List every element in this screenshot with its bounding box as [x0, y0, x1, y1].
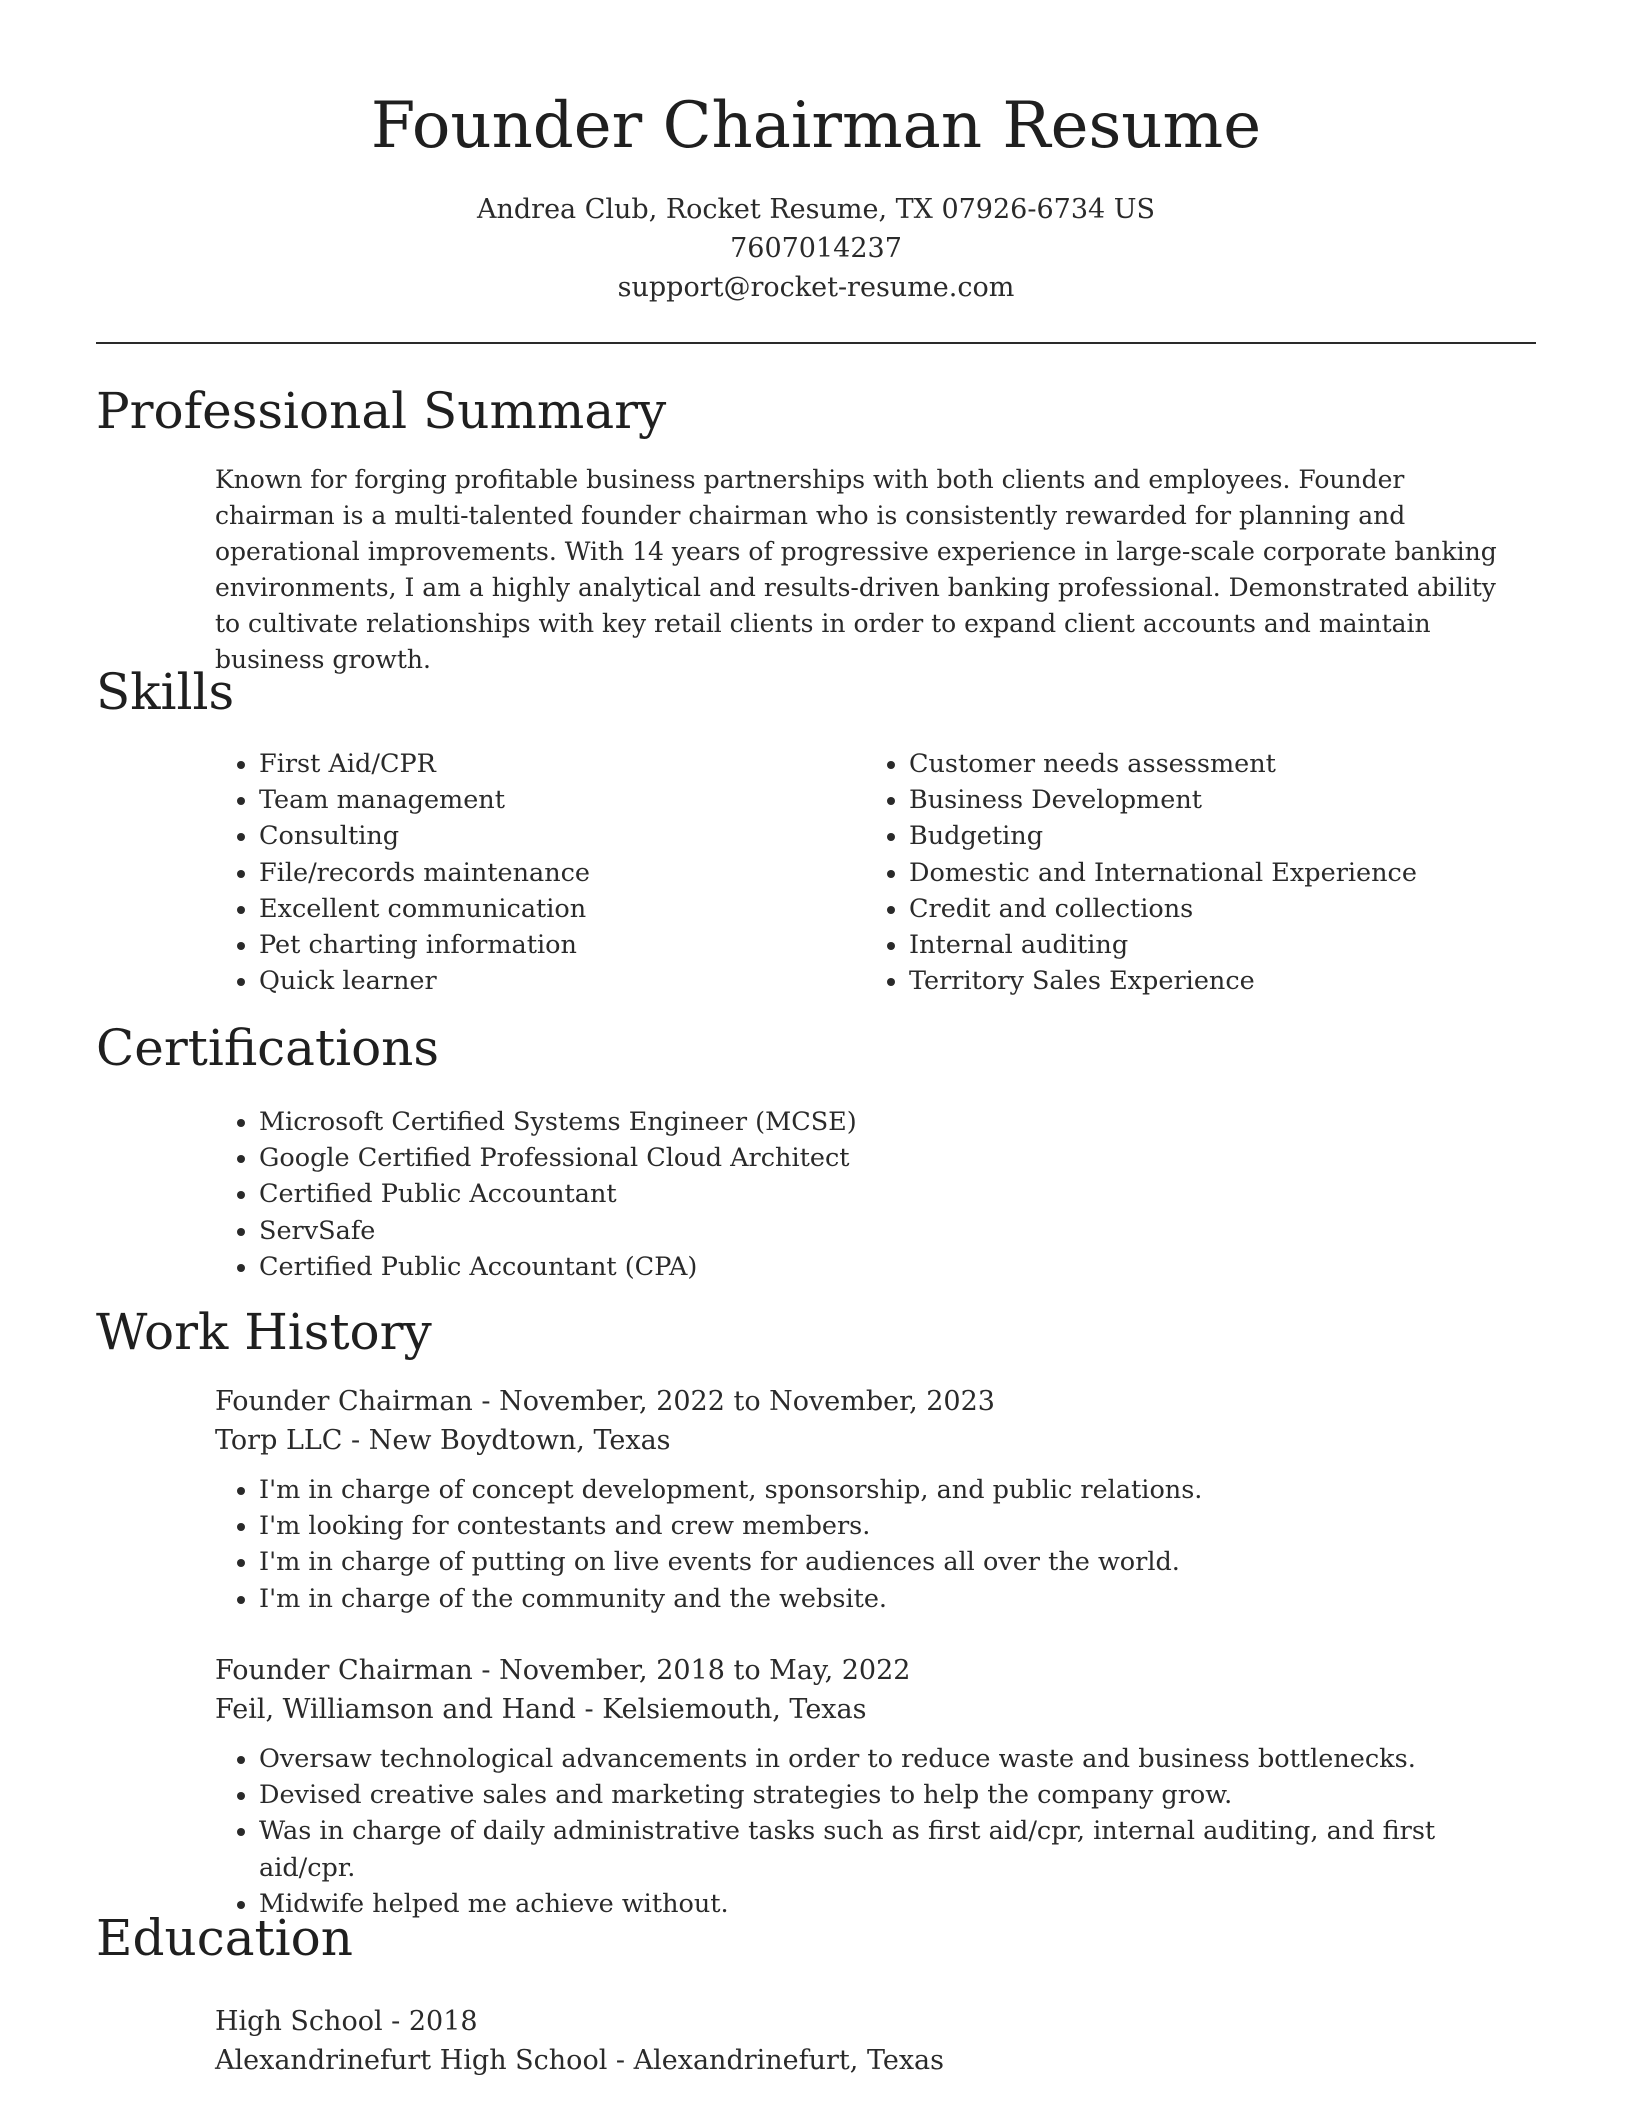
- education-school-location: Alexandrinefurt High School - Alexandrinefurt, Texas: [215, 2045, 945, 2076]
- job-entry: [215, 1382, 1535, 1617]
- skill-item: • Territory Sales Experience: [909, 963, 1515, 999]
- skill-item: • Team management: [259, 782, 835, 818]
- skills-column-left: [215, 746, 835, 999]
- job-duties-list: [215, 1472, 1535, 1617]
- skill-item: • Business Development: [909, 782, 1515, 818]
- work-history-heading: Work History: [96, 1303, 432, 1361]
- job-duty-item: • Devised creative sales and marketing strategies to help the company grow.: [259, 1777, 1535, 1813]
- certification-item: • Certified Public Accountant (CPA): [259, 1249, 1515, 1285]
- job-company-location: Feil, Williamson and Hand - Kelsiemouth, Texas: [215, 1694, 867, 1725]
- skill-item: • Excellent communication: [259, 891, 835, 927]
- contact-address: Andrea Club, Rocket Resume, TX 07926-6734 US: [476, 194, 1156, 225]
- job-duty-item: • I'm looking for contestants and crew members.: [259, 1508, 1535, 1544]
- header-divider: [96, 342, 1536, 344]
- contact-email: support@rocket-resume.com: [617, 272, 1015, 303]
- skill-item: • Consulting: [259, 818, 835, 854]
- job-entry: [215, 1651, 1535, 1922]
- skill-item: • Internal auditing: [909, 927, 1515, 963]
- summary-text: Known for forging profitable business partnerships with both clients and employees. Founder chairman is a multi-talented founder chairman who is consistently rewarded for planning and operational improvements. With 14 years of progressive experience in large-scale corporate banking environments, I am a highly analytical and results-driven banking professional. Demonstrated ability to cultivate relationships with key retail clients in order to expand client accounts and maintain business growth.: [215, 465, 1497, 674]
- skill-item: • Customer needs assessment: [909, 746, 1515, 782]
- job-duty-item: • Was in charge of daily administrative tasks such as first aid/cpr, internal auditing, and first aid/cpr.: [259, 1813, 1535, 1885]
- resume-header: [0, 0, 1632, 307]
- skill-item: • Domestic and International Experience: [909, 855, 1515, 891]
- resume-title: Founder Chairman Resume: [370, 89, 1262, 163]
- skill-item: • File/records maintenance: [259, 855, 835, 891]
- skills-list-left: [215, 746, 835, 999]
- job-title-dates: Founder Chairman - November, 2018 to May, 2022: [215, 1655, 911, 1686]
- certification-item: • Certified Public Accountant: [259, 1176, 1515, 1212]
- skills-column-right: [865, 746, 1515, 999]
- job-duty-item: • Oversaw technological advancements in order to reduce waste and business bottlenecks.: [259, 1741, 1535, 1777]
- job-duties-list: [215, 1741, 1535, 1922]
- certifications-heading: Certifications: [96, 1019, 440, 1077]
- education-entry: [215, 2002, 1515, 2080]
- job-title-dates: Founder Chairman - November, 2022 to November, 2023: [215, 1386, 995, 1417]
- skill-item: • Budgeting: [909, 818, 1515, 854]
- certifications-list: [215, 1104, 1515, 1285]
- job-duty-item: • I'm in charge of putting on live events for audiences all over the world.: [259, 1544, 1535, 1580]
- certification-item: • Microsoft Certified Systems Engineer (MCSE): [259, 1104, 1515, 1140]
- skill-item: • Quick learner: [259, 963, 835, 999]
- certification-item: • ServSafe: [259, 1213, 1515, 1249]
- certifications-block: [215, 1104, 1515, 1285]
- education-degree-year: High School - 2018: [215, 2006, 478, 2037]
- skill-item: • First Aid/CPR: [259, 746, 835, 782]
- contact-phone: 7607014237: [730, 233, 902, 264]
- skill-item: • Pet charting information: [259, 927, 835, 963]
- certification-item: • Google Certified Professional Cloud Architect: [259, 1140, 1515, 1176]
- job-duty-item: • I'm in charge of the community and the website.: [259, 1581, 1535, 1617]
- job-duty-item: • Midwife helped me achieve without.: [259, 1886, 1535, 1922]
- job-duty-item: • I'm in charge of concept development, sponsorship, and public relations.: [259, 1472, 1535, 1508]
- summary-heading: Professional Summary: [96, 382, 667, 440]
- skill-item: • Credit and collections: [909, 891, 1515, 927]
- job-company-location: Torp LLC - New Boydtown, Texas: [215, 1425, 671, 1456]
- contact-block: [0, 190, 1632, 307]
- skills-list-right: [865, 746, 1515, 999]
- skills-heading: Skills: [96, 663, 235, 721]
- education-heading: Education: [96, 1909, 353, 1967]
